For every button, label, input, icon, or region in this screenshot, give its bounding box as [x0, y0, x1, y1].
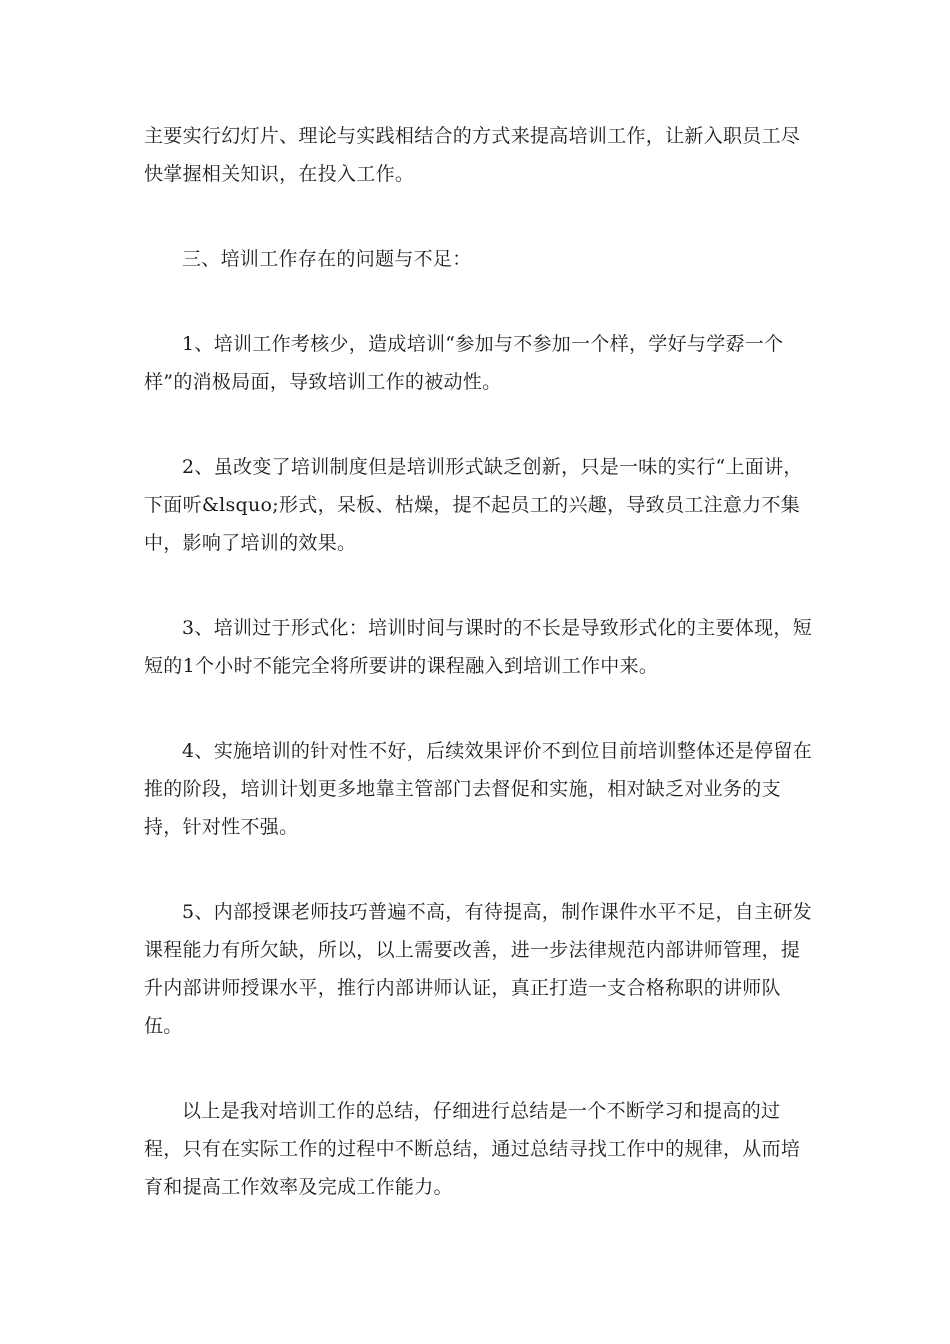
paragraph-conclusion: 以上是我对培训工作的总结，仔细进行总结是一个不断学习和提高的过程，只有在实际工作的过程中不断总结，通过总结寻找工作中的规律，从而培育和提高工作效率及完成工作能力。	[144, 1100, 801, 1198]
paragraph-item-2: 2、虽改变了培训制度但是培训形式缺乏创新，只是一味的实行“上面讲，下面听&lsquo;形式，呆板、枯燥，提不起员工的兴趣，导致员工注意力不集中，影响了培训的效果。	[144, 456, 803, 554]
paragraph-continuation: 主要实行幻灯片、理论与实践相结合的方式来提高培训工作，让新入职员工尽快掌握相关知识，在投入工作。	[144, 125, 801, 185]
paragraph-item-1: 1、培训工作考核少，造成培训“参加与不参加一个样，学好与学孬一个样”的消极局面，导致培训工作的被动性。	[144, 333, 784, 393]
paragraph-item-4: 4、实施培训的针对性不好，后续效果评价不到位目前培训整体还是停留在推的阶段，培训计划更多地靠主管部门去督促和实施，相对缺乏对业务的支持，针对性不强。	[144, 740, 812, 838]
paragraph-item-5: 5、内部授课老师技巧普遍不高，有待提高，制作课件水平不足，自主研发课程能力有所欠缺，所以，以上需要改善，进一步法律规范内部讲师管理，提升内部讲师授课水平，推行内部讲师认证，真正打造一支合格称职的讲师队伍。	[144, 901, 812, 1037]
paragraph-item-3: 3、培训过于形式化：培训时间与课时的不长是导致形式化的主要体现，短短的1个小时不能完全将所要讲的课程融入到培训工作中来。	[144, 617, 812, 677]
section-heading-problems: 三、培训工作存在的问题与不足：	[182, 248, 472, 270]
